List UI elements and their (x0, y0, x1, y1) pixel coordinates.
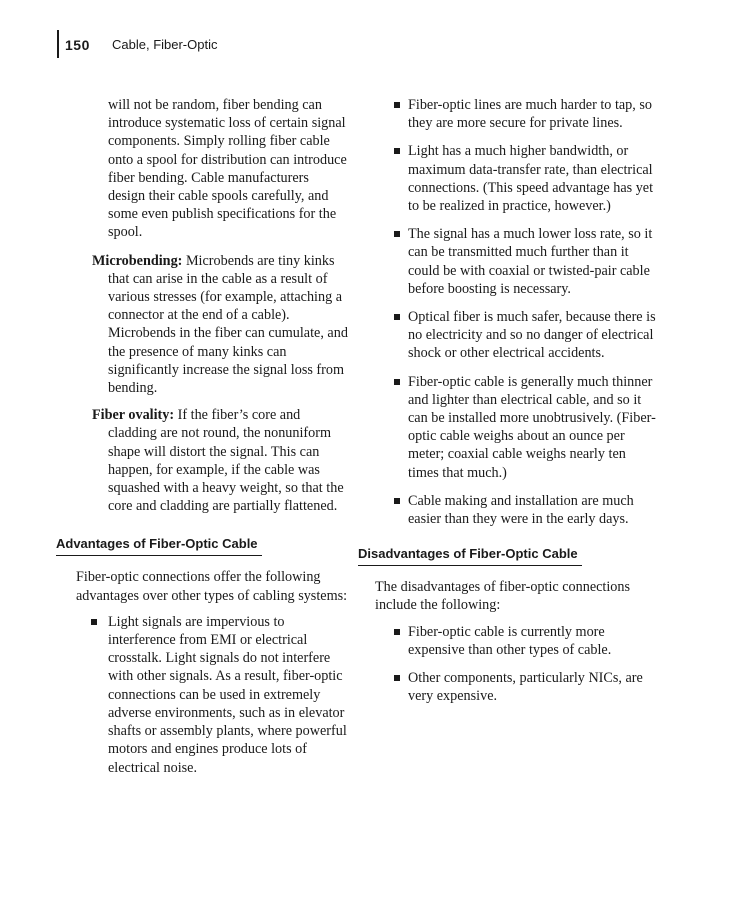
continuation-paragraph: will not be random, fiber bending can introduce systematic loss of certain signal components. Simply rolling fiber cable onto a spool for distribution can introduce fiber bending. Cable manufacturers design their cable spools carefully, and some even publish specifications for the spool. (108, 97, 347, 241)
list-item-text: Fiber-optic cable is currently more expensive than other types of cable. (408, 623, 612, 658)
list-item-text: Fiber-optic cable is generally much thinner and lighter than electrical cable, and so it can be installed more unobtrusively. (Fiber-optic cable weighs about an ounce per meter; coaxial cable weighs nearly ten times that much.) (408, 373, 656, 481)
disadvantages-list (358, 623, 658, 706)
advantages-list-continued (358, 96, 658, 528)
list-item-text: Light signals are impervious to interference from EMI or electrical crosstalk. Light signals do not interfere with other signals. As a result, fiber-optic connections can be used in extremely adverse environments, such as in elevator shafts or assembly plants, where powerful motors and engines produce lots of electrical noise. (108, 613, 347, 776)
square-bullet-icon (394, 498, 400, 504)
list-item (358, 492, 658, 528)
list-item (358, 225, 658, 298)
square-bullet-icon (91, 619, 97, 625)
list-item (56, 613, 348, 777)
left-column (56, 96, 348, 787)
list-item (358, 669, 658, 705)
list-item-text: Light has a much higher bandwidth, or maximum data-transfer rate, than electrical connections. (This speed advantage has yet to be realized in practice, however.) (408, 143, 654, 215)
square-bullet-icon (394, 314, 400, 320)
list-item-text: Other components, particularly NICs, are very expensive. (408, 670, 643, 705)
square-bullet-icon (394, 148, 400, 154)
running-title: Cable, Fiber-Optic (112, 37, 218, 52)
list-item-text: Fiber-optic lines are much harder to tap, so they are more secure for private lines. (408, 97, 652, 132)
square-bullet-icon (394, 231, 400, 237)
list-item (358, 142, 658, 215)
list-item-text: Optical fiber is much safer, because there is no electricity and so no danger of electrical shock or other electrical accidents. (408, 309, 656, 362)
definition-fiber-ovality (56, 406, 348, 515)
header-rule (57, 30, 59, 58)
disadvantages-intro: The disadvantages of fiber-optic connections include the following: (375, 579, 631, 614)
definition-microbending (56, 252, 348, 398)
square-bullet-icon (394, 675, 400, 681)
square-bullet-icon (394, 379, 400, 385)
square-bullet-icon (394, 102, 400, 108)
definition-term: Fiber ovality: (92, 407, 175, 424)
list-item (358, 623, 658, 659)
list-item (358, 96, 658, 132)
definition-text: Microbends are tiny kinks that can arise in the cable as a result of various stresses (for example, attaching a connector at the end of a cable). Microbends in the fiber can cumulate, and the presence of many kinks can significantly increase the signal loss from bending. (108, 252, 348, 397)
advantages-heading: Advantages of Fiber-Optic Cable (56, 536, 262, 556)
list-item-text: Cable making and installation are much easier than they were in the early days. (408, 492, 634, 528)
advantages-intro: Fiber-optic connections offer the following advantages over other types of cabling systems: (76, 569, 348, 604)
definition-term: Microbending: (92, 252, 183, 269)
square-bullet-icon (394, 629, 400, 635)
definition-text: If the fiber’s core and cladding are not round, the nonuniform shape will distort the signal. This can happen, for example, if the cable was squashed with a heavy weight, so that the core and cladding are partially flattened. (108, 407, 344, 515)
advantages-list (56, 613, 348, 777)
list-item (358, 308, 658, 363)
list-item-text: The signal has a much lower loss rate, so it can be transmitted much further than it could be with coaxial or twisted-pair cable before boosting is necessary. (408, 226, 653, 297)
page-number: 150 (65, 37, 90, 53)
disadvantages-heading: Disadvantages of Fiber-Optic Cable (358, 546, 582, 566)
list-item (358, 373, 658, 482)
right-column (358, 96, 658, 715)
